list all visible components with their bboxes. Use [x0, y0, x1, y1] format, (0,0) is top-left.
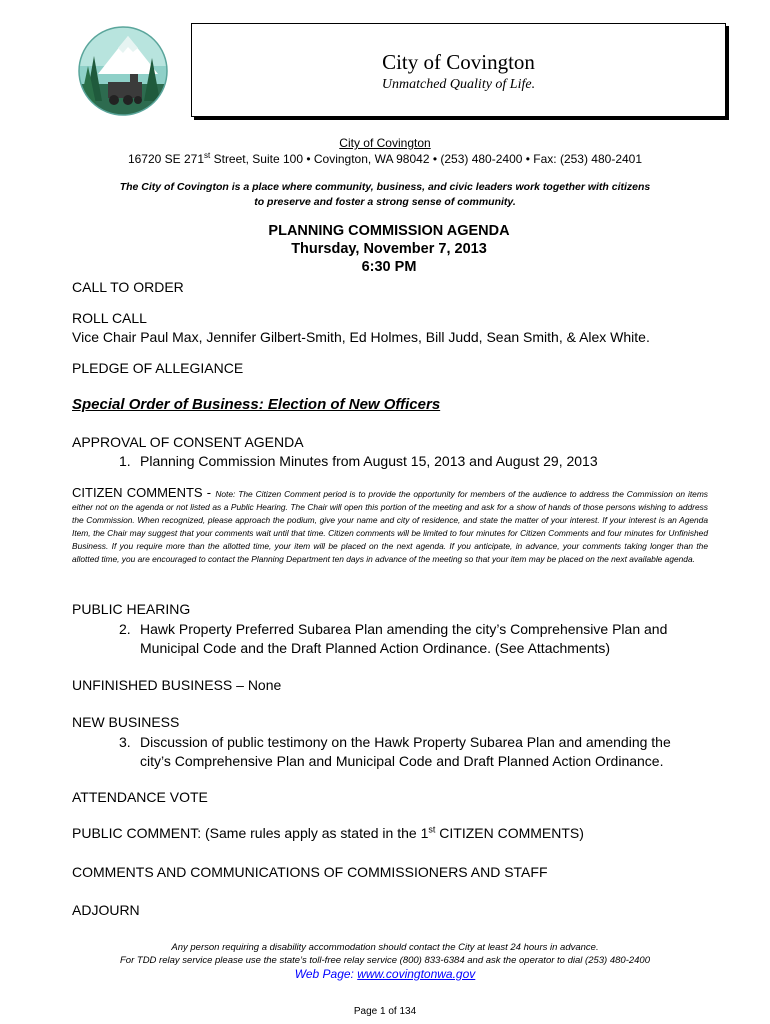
special-order-heading: Special Order of Business: Election of New Officers: [72, 396, 441, 413]
address-name: City of Covington: [339, 136, 431, 150]
consent-agenda: APPROVAL OF CONSENT AGENDA: [72, 434, 304, 450]
attendance-vote: ATTENDANCE VOTE: [72, 789, 208, 805]
new-business-item: 3. Discussion of public testimony on the Hawk Property Subarea Plan and amending the city’s Comprehensive Plan and Municipal Code and Draft Planned Action Ordinance.: [119, 734, 671, 769]
web-label: Web Page: [294, 967, 351, 981]
city-tagline: Unmatched Quality of Life.: [381, 77, 536, 92]
footer-web: Web Page: www.covingtonwa.gov: [294, 967, 476, 981]
address-line: 16720 SE 271st Street, Suite 100 • Covington, WA 98042 • (253) 480-2400 • Fax: (253) 480-2401: [127, 151, 643, 166]
pledge: PLEDGE OF ALLEGIANCE: [72, 360, 244, 376]
citizen-comments-label: CITIZEN COMMENTS -: [72, 485, 216, 500]
city-title: City of Covington: [382, 50, 535, 74]
commissioner-comments: COMMENTS AND COMMUNICATIONS OF COMMISSIONERS AND STAFF: [72, 864, 548, 880]
footer-tdd: For TDD relay service please use the state’s toll-free relay service (800) 833-6384 and ask the operator to dial (253) 480-2400: [120, 955, 650, 966]
title-box: [191, 23, 726, 117]
mission-statement: The City of Covington is a place where community, business, and civic leaders work together with citizens to preserve and foster a strong sense of community.: [119, 181, 651, 208]
hearing-item: 2. Hawk Property Preferred Subarea Plan amending the city’s Comprehensive Plan and Municipal Code and the Draft Planned Action Ordinance. (See Attachments): [119, 621, 668, 656]
public-comment: PUBLIC COMMENT: (Same rules apply as stated in the 1st CITIZEN COMMENTS): [72, 824, 584, 841]
citizen-comments: [72, 486, 708, 566]
citizen-comments-note: Note: The Citizen Comment period is to provide the opportunity for members of the audience to address the Commission on items either not on the agenda or not listed as a Public Hearing. The Chair will open this portion of the meeting and ask for a show of hands of those persons wishing to address the Commission. When recognized, please approach the podium, give your name and city of residence, and state the matter of your interest. If your interest is an Agenda Item, the Chair may suggest that your comments wait until that time. Citizen comments will be limited to four minutes for Citizen Comments and four minutes for Unfinished Business. If you require more than the allotted time, your item will be placed on the next agenda. If you anticipate, in advance, your comments taking longer than the allotted time, you are encouraged to contact the Planning Department ten days in advance of the meeting so that your item may be placed on the next available agenda.: [72, 489, 708, 564]
roll-call: ROLL CALL: [72, 310, 147, 326]
web-link[interactable]: www.covingtonwa.gov: [357, 967, 476, 981]
call-to-order: CALL TO ORDER: [72, 279, 184, 295]
consent-item: 1. Planning Commission Minutes from August 15, 2013 and August 29, 2013: [119, 453, 598, 469]
city-logo: [78, 26, 168, 116]
unfinished-business: UNFINISHED BUSINESS – None: [72, 677, 282, 693]
roll-call-names: Vice Chair Paul Max, Jennifer Gilbert-Smith, Ed Holmes, Bill Judd, Sean Smith, & Alex White.: [72, 329, 650, 345]
public-hearing: PUBLIC HEARING: [72, 601, 191, 617]
agenda-heading: [0, 222, 770, 276]
agenda-time: 6:30 PM: [361, 259, 417, 275]
agenda-title: PLANNING COMMISSION AGENDA: [268, 223, 510, 239]
adjourn: ADJOURN: [72, 902, 140, 918]
agenda-date: Thursday, November 7, 2013: [291, 241, 487, 257]
new-business: NEW BUSINESS: [72, 714, 180, 730]
footer-accommodation: Any person requiring a disability accommodation should contact the City at least 24 hours in advance.: [171, 942, 599, 953]
page-number: Page 1 of 134: [353, 1006, 417, 1017]
